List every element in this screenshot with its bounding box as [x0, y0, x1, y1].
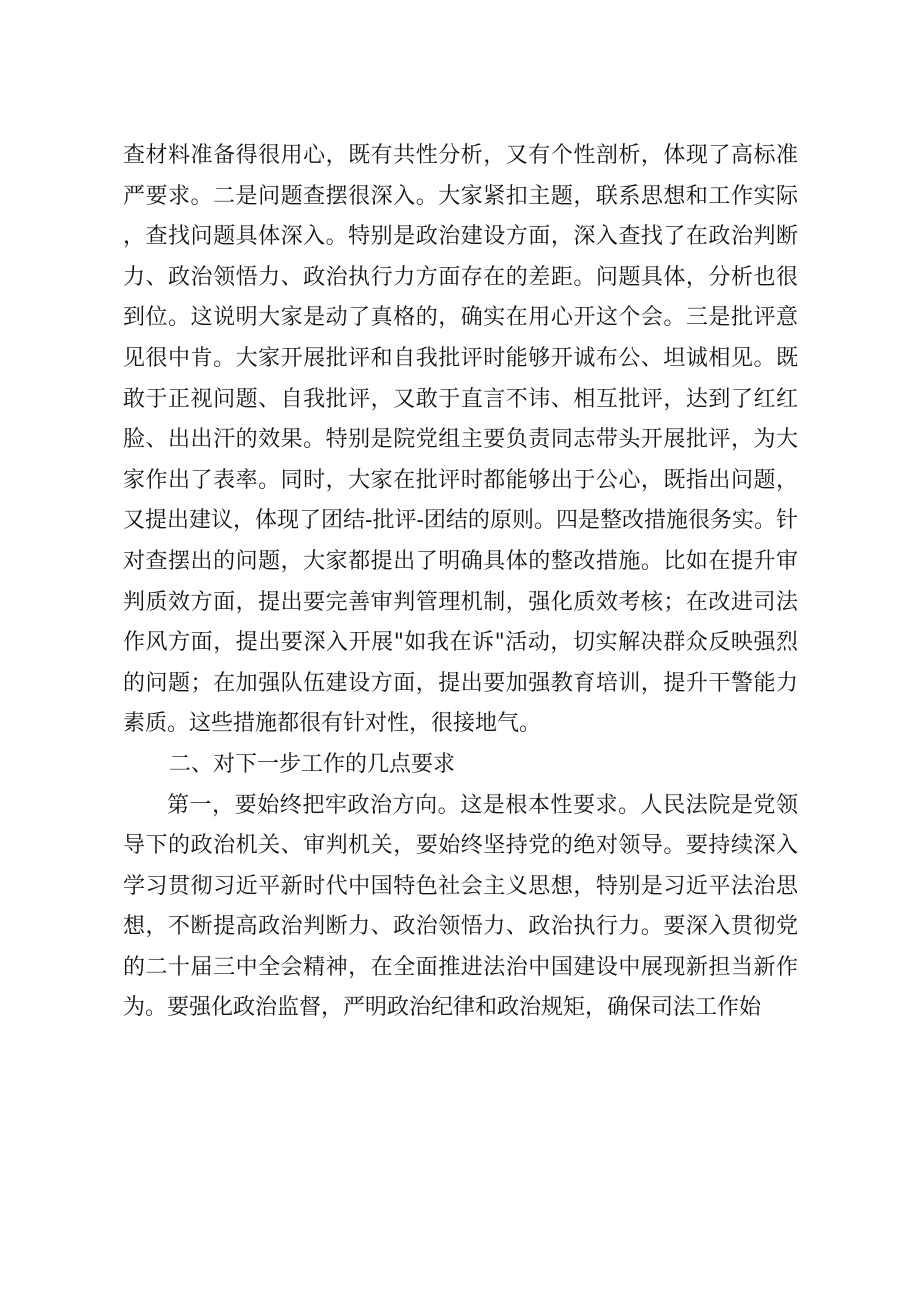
section-heading-requirements: 二、对下一步工作的几点要求: [169, 751, 456, 777]
document-body: [123, 136, 798, 1029]
body-paragraph-political-direction: 第一，要始终把牢政治方向。这是根本性要求。人民法院是党领导下的政治机关、审判机关，要始终坚持党的绝对领导。要持续深入学习贯彻习近平新时代中国特色社会主义思想，特别是习近平法治思想，不断提高政治判断力、政治领悟力、政治执行力。要深入贯彻党的二十届三中全会精神，在全面推进法治中国建设中展现新担当新作为。要强化政治监督，严明政治纪律和政治规矩，确保司法工作始: [123, 792, 798, 1021]
body-paragraph-review-summary: 查材料准备得很用心，既有共性分析，又有个性剖析，体现了高标准严要求。二是问题查摆很深入。大家紧扣主题，联系思想和工作实际，查找问题具体深入。特别是政治建设方面，深入查找了在政治判断力、政治领悟力、政治执行力方面存在的差距。问题具体，分析也很到位。这说明大家是动了真格的，确实在用心开这个会。三是批评意见很中肯。大家开展批评和自我批评时能够开诚布公、坦诚相见。既敢于正视问题、自我批评，又敢于直言不讳、相互批评，达到了红红脸、出出汗的效果。特别是院党组主要负责同志带头开展批评，为大家作出了表率。同时，大家在批评时都能够出于公心，既指出问题，又提出建议，体现了团结-批评-团结的原则。四是整改措施很务实。针对查摆出的问题，大家都提出了明确具体的整改措施。比如在提升审判质效方面，提出要完善审判管理机制，强化质效考核；在改进司法作风方面，提出要深入开展"如我在诉"活动，切实解决群众反映强烈的问题；在加强队伍建设方面，提出要加强教育培训，提升干警能力素质。这些措施都很有针对性，很接地气。: [123, 143, 798, 737]
